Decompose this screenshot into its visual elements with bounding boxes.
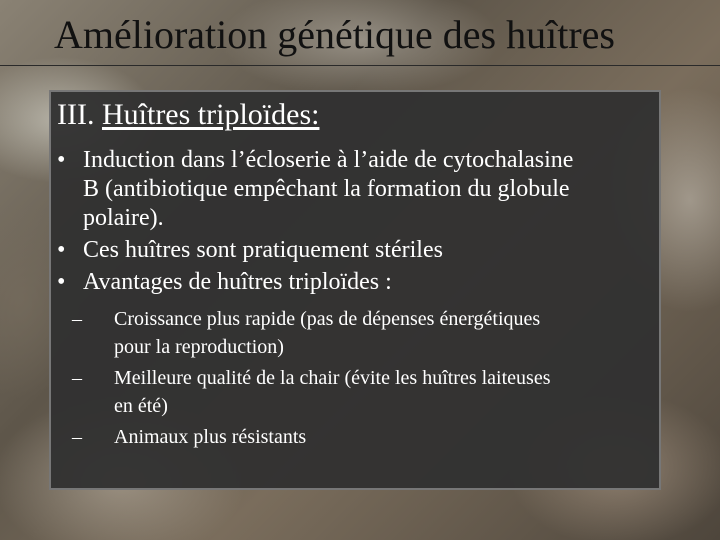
sub-bullet-text-line: Animaux plus résistants	[114, 426, 307, 448]
bullet-list	[57, 146, 657, 451]
bullet-text-line: B (antibiotique empêchant la formation du globule	[83, 176, 570, 202]
bullet-item	[57, 268, 657, 297]
dash-marker: –	[72, 426, 82, 448]
sub-bullet-text-line: pour la reproduction)	[114, 336, 284, 358]
sub-bullet-list	[57, 305, 657, 451]
bullet-text-line: Induction dans l’écloserie à l’aide de cytochalasine	[83, 147, 574, 173]
sub-bullet-item	[57, 364, 657, 420]
section-heading	[57, 97, 319, 133]
bullet-text: Avantages de huîtres triploïdes :	[83, 269, 392, 295]
bullet-marker: •	[57, 269, 66, 295]
section-title: Huîtres triploïdes:	[101, 98, 320, 131]
section-number: III.	[57, 98, 95, 131]
sub-bullet-text-line: Meilleure qualité de la chair (évite les huîtres laiteuses	[114, 367, 551, 389]
bullet-text-line: polaire).	[83, 205, 164, 231]
sub-bullet-item	[57, 423, 657, 451]
slide-title: Amélioration génétique des huîtres	[54, 12, 615, 57]
dash-marker: –	[72, 308, 82, 330]
sub-bullet-text-line: en été)	[114, 395, 168, 417]
bullet-marker: •	[57, 237, 66, 263]
bullet-item	[57, 146, 657, 233]
dash-marker: –	[72, 367, 82, 389]
sub-bullet-item	[57, 305, 657, 361]
bullet-text: Ces huîtres sont pratiquement stériles	[83, 237, 443, 263]
title-divider	[0, 65, 720, 66]
bullet-marker: •	[57, 147, 66, 173]
bullet-item	[57, 236, 657, 265]
sub-bullet-text-line: Croissance plus rapide (pas de dépenses énergétiques	[114, 308, 541, 330]
